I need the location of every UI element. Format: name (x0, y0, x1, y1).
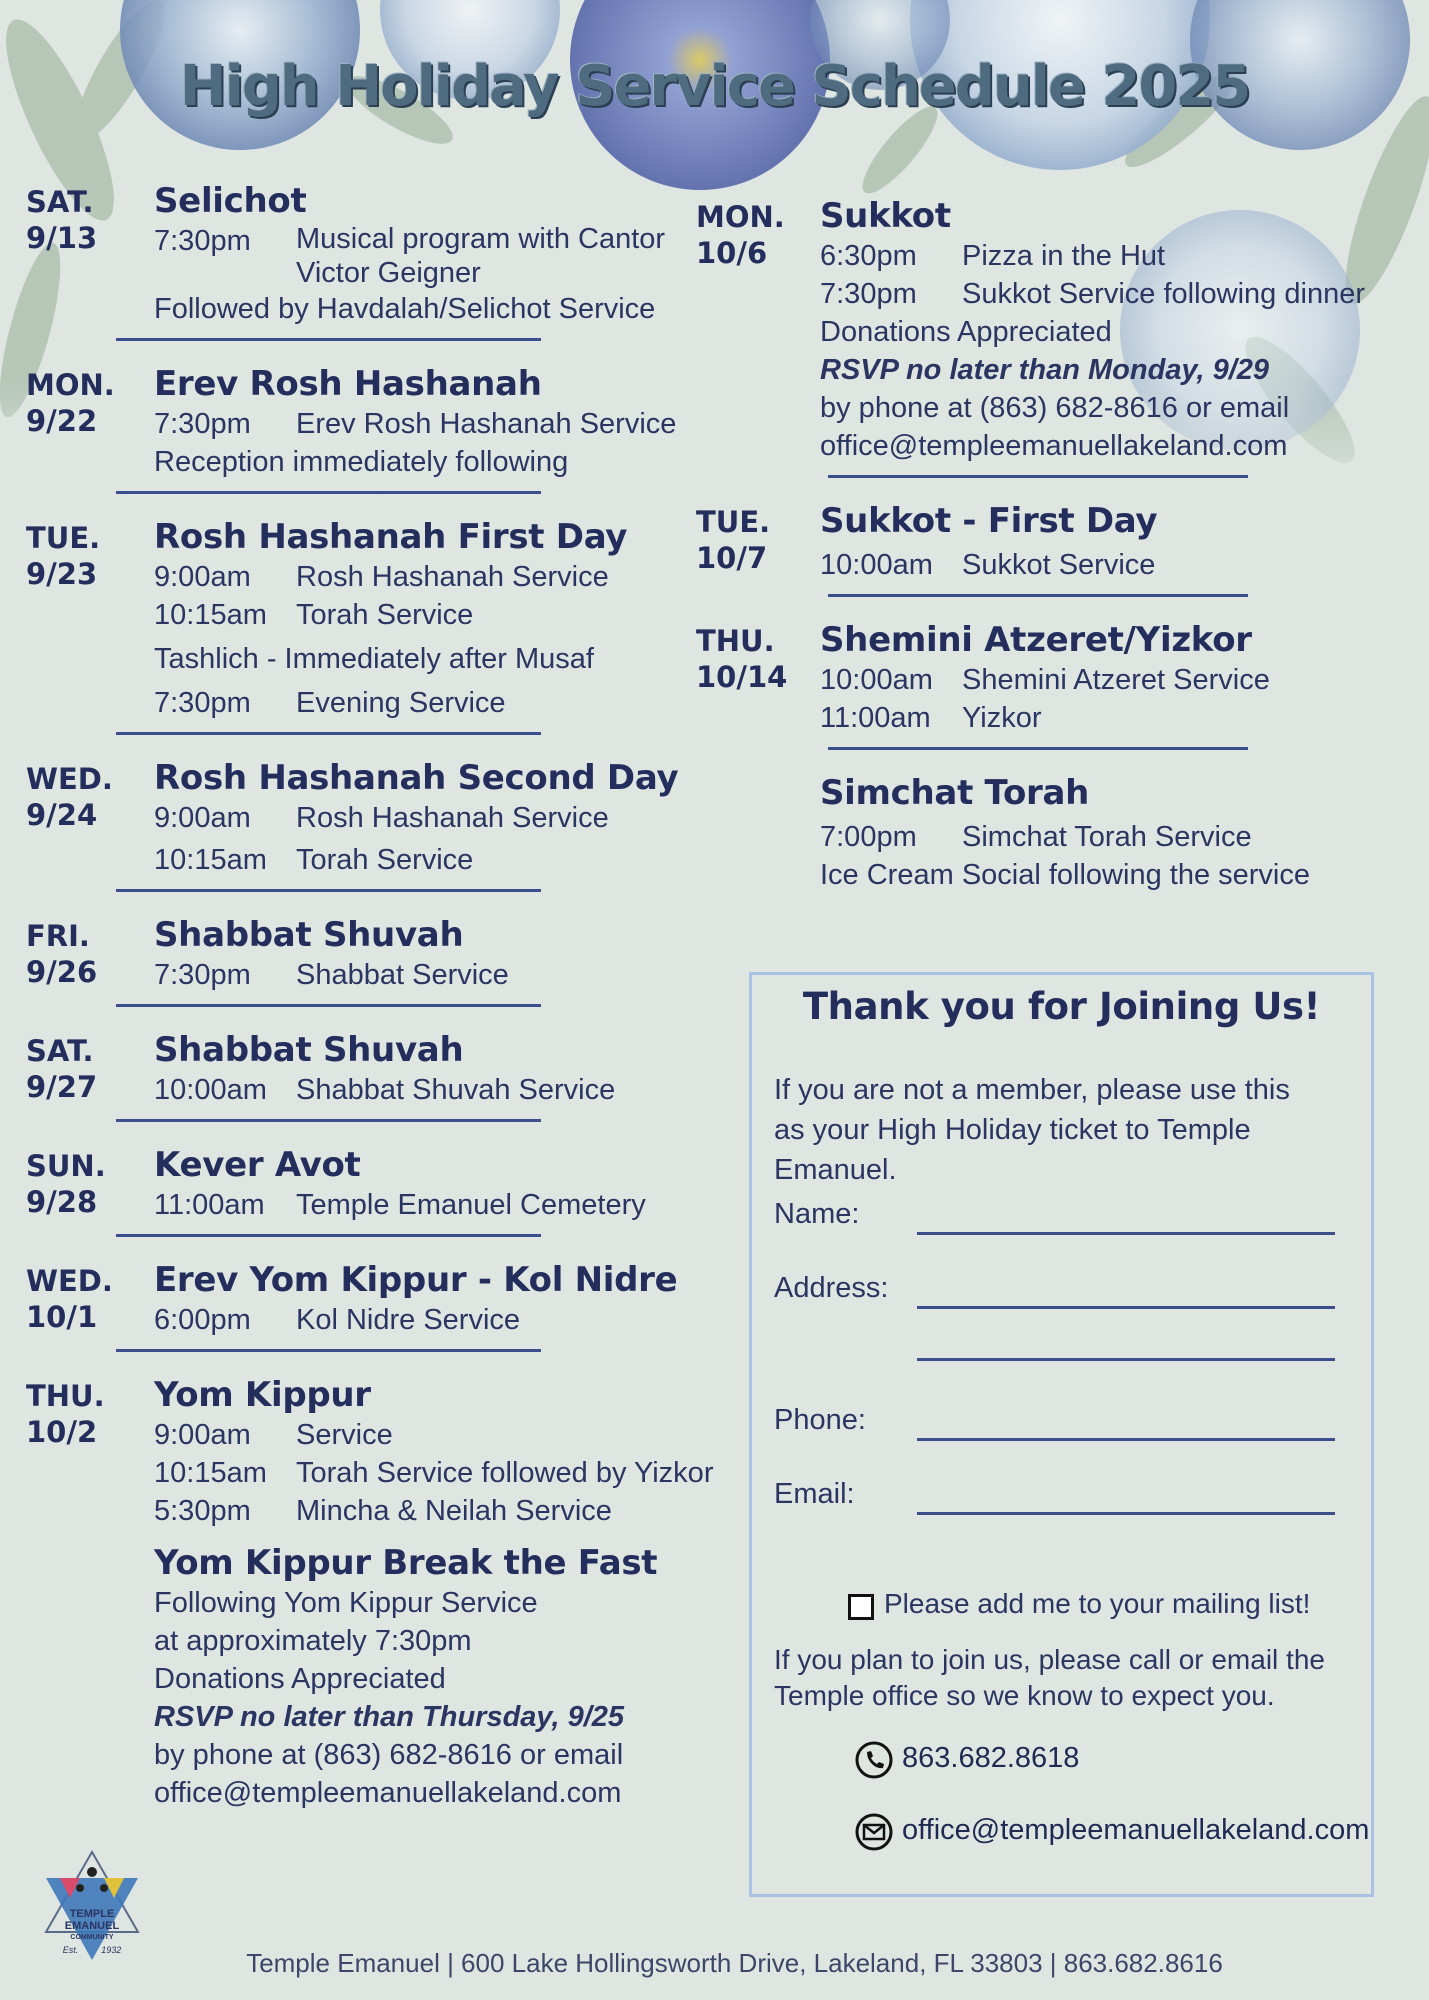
event-day: SAT. 9/13 (26, 185, 98, 255)
event-rosh-hashanah-second-day (26, 757, 746, 879)
event-name: Yom Kippur Break the Fast (154, 1543, 658, 1583)
phone-field[interactable] (774, 1396, 1349, 1470)
phone-line[interactable] (917, 1438, 1335, 1441)
event-name: Sukkot (820, 196, 951, 236)
logo-line1: TEMPLE (69, 1908, 115, 1920)
event-note: Reception immediately following (154, 446, 569, 478)
schedule-row: 7:30pm Erev Rosh Hashanah Service (154, 408, 677, 440)
phone-label: Phone: (774, 1404, 866, 1436)
schedule-row: 11:00am Yizkor (820, 702, 1042, 734)
event-day: SUN. 9/28 (26, 1149, 106, 1219)
schedule-row: 6:30pm Pizza in the Hut (820, 240, 1166, 272)
email-contact (774, 1794, 1370, 1866)
event-name: Rosh Hashanah First Day (154, 517, 628, 557)
logo-line3: COMMUNITY (70, 1934, 114, 1941)
divider (116, 1004, 541, 1007)
event-name: Kever Avot (154, 1145, 361, 1185)
event-note: Ice Cream Social following the service (820, 859, 1310, 891)
event-name: Shabbat Shuvah (154, 915, 464, 955)
event-name: Yom Kippur (154, 1375, 371, 1415)
schedule-row: 10:15am Torah Service (154, 844, 474, 876)
schedule-row: 10:00am Shabbat Shuvah Service (154, 1074, 616, 1106)
event-shabbat-shuvah-fri (26, 914, 746, 994)
event-day: WED. 9/24 (26, 762, 113, 832)
event-note: by phone at (863) 682-8616 or email (820, 392, 1290, 424)
event-day: THU. 10/2 (26, 1379, 105, 1449)
event-name: Rosh Hashanah Second Day (154, 758, 679, 798)
ticket-form (749, 972, 1374, 1897)
plan-text: If you plan to join us, please call or email the Temple office so we know to expect you. (774, 1644, 1325, 1711)
divider (116, 1119, 541, 1122)
page-title: High Holiday Service Schedule 2025 (179, 54, 1250, 119)
event-name: Sukkot - First Day (820, 501, 1158, 541)
event-name: Simchat Torah (820, 773, 1090, 813)
schedule-row: 10:00am Shemini Atzeret Service (820, 664, 1270, 696)
schedule-row: 11:00am Temple Emanuel Cemetery (154, 1189, 646, 1221)
event-day: MON. 9/22 (26, 368, 115, 438)
event-day: SAT. 9/27 (26, 1034, 98, 1104)
logo-year: 1932 (101, 1945, 122, 1955)
divider (828, 747, 1248, 750)
event-yom-kippur (26, 1374, 746, 1530)
event-note: Donations Appreciated (154, 1663, 446, 1695)
email-field[interactable] (774, 1470, 1349, 1544)
event-kever-avot (26, 1144, 746, 1224)
event-name: Erev Yom Kippur - Kol Nidre (154, 1260, 678, 1300)
footer-address: Temple Emanuel | 600 Lake Hollingsworth Drive, Lakeland, FL 33803 | 863.682.8616 (246, 1948, 1223, 1978)
name-line[interactable] (917, 1232, 1335, 1235)
event-note: Tashlich - Immediately after Musaf (154, 643, 594, 675)
event-sukkot-first-day (696, 500, 1411, 584)
divider (116, 338, 541, 341)
logo-est: Est. (62, 1945, 79, 1955)
schedule-row: 9:00am Service (154, 1419, 393, 1451)
divider (116, 1349, 541, 1352)
email-label: Email: (774, 1478, 855, 1510)
schedule-row: 9:00am Rosh Hashanah Service (154, 561, 609, 593)
divider (828, 475, 1248, 478)
event-name: Shabbat Shuvah (154, 1030, 464, 1070)
event-note: at approximately 7:30pm (154, 1625, 472, 1657)
email-line[interactable] (917, 1512, 1335, 1515)
event-note: Followed by Havdalah/Selichot Service (154, 293, 656, 325)
address-field[interactable] (774, 1264, 1349, 1338)
schedule-row: 7:00pm Simchat Torah Service (820, 821, 1252, 853)
schedule-row: 10:15am Torah Service (154, 599, 474, 631)
address-line-2[interactable] (917, 1358, 1335, 1361)
divider (116, 491, 541, 494)
ticket-intro: If you are not a member, please use this as your High Holiday ticket to Temple Emanuel. (774, 1074, 1290, 1186)
divider (116, 889, 541, 892)
event-rosh-hashanah-first-day (26, 516, 746, 722)
event-name: Erev Rosh Hashanah (154, 364, 542, 404)
name-field[interactable] (774, 1190, 1349, 1264)
address-line[interactable] (917, 1306, 1335, 1309)
event-day: TUE. 10/7 (696, 505, 771, 575)
event-note: Donations Appreciated (820, 316, 1112, 348)
phone-icon (854, 1740, 894, 1780)
phone-contact (774, 1722, 1349, 1794)
event-note: by phone at (863) 682-8616 or email (154, 1739, 624, 1771)
divider (828, 594, 1248, 597)
divider (116, 732, 541, 735)
event-shabbat-shuvah-sat (26, 1029, 746, 1109)
schedule-row: 6:00pm Kol Nidre Service (154, 1304, 521, 1336)
schedule-row: 7:30pm Shabbat Service (154, 959, 509, 991)
name-label: Name: (774, 1198, 860, 1230)
schedule-row: 5:30pm Mincha & Neilah Service (154, 1495, 612, 1527)
schedule-row: 10:00am Sukkot Service (820, 549, 1156, 581)
event-day: MON. 10/6 (696, 200, 785, 270)
schedule-row: 7:30pm Musical program with Cantor Victor Geigner (154, 223, 666, 289)
schedule-row: 10:15am Torah Service followed by Yizkor (154, 1457, 714, 1489)
divider (116, 1234, 541, 1237)
email-icon (854, 1812, 894, 1852)
address-field-line2[interactable] (774, 1338, 1349, 1396)
right-schedule-column (696, 195, 1411, 894)
ticket-heading: Thank you for Joining Us! (802, 985, 1321, 1028)
logo-line2: EMANUEL (64, 1920, 120, 1932)
event-sukkot (696, 195, 1411, 465)
event-name: Selichot (154, 181, 307, 221)
address-label: Address: (774, 1272, 889, 1304)
event-simchat-torah (696, 772, 1411, 894)
rsvp-note: RSVP no later than Thursday, 9/25 (154, 1701, 625, 1733)
mailing-list-label: Please add me to your mailing list! (884, 1588, 1311, 1619)
event-name: Shemini Atzeret/Yizkor (820, 620, 1252, 660)
checkbox-icon[interactable] (848, 1594, 874, 1620)
schedule-row: 9:00am Rosh Hashanah Service (154, 802, 609, 834)
email-text: office@templeemanuellakeland.com (154, 1777, 622, 1809)
left-schedule-column (26, 180, 746, 1812)
event-note: Following Yom Kippur Service (154, 1587, 538, 1619)
mailing-list-checkbox-row[interactable] (774, 1584, 1349, 1634)
phone-text: 863.682.8618 (902, 1742, 1080, 1774)
event-day: WED. 10/1 (26, 1264, 113, 1334)
event-kol-nidre (26, 1259, 746, 1339)
event-day: TUE. 9/23 (26, 521, 101, 591)
event-erev-rosh-hashanah (26, 363, 746, 481)
event-day: THU. 10/14 (696, 624, 788, 694)
rsvp-note: RSVP no later than Monday, 9/29 (820, 354, 1270, 386)
event-day: FRI. 9/26 (26, 919, 98, 989)
email-text: office@templeemanuellakeland.com (902, 1814, 1370, 1846)
event-shemini-atzeret (696, 619, 1411, 737)
event-break-the-fast (26, 1542, 746, 1812)
event-selichot (26, 180, 746, 328)
schedule-row: 7:30pm Sukkot Service following dinner (820, 278, 1365, 310)
email-text: office@templeemanuellakeland.com (820, 430, 1288, 462)
schedule-row: 7:30pm Evening Service (154, 687, 506, 719)
